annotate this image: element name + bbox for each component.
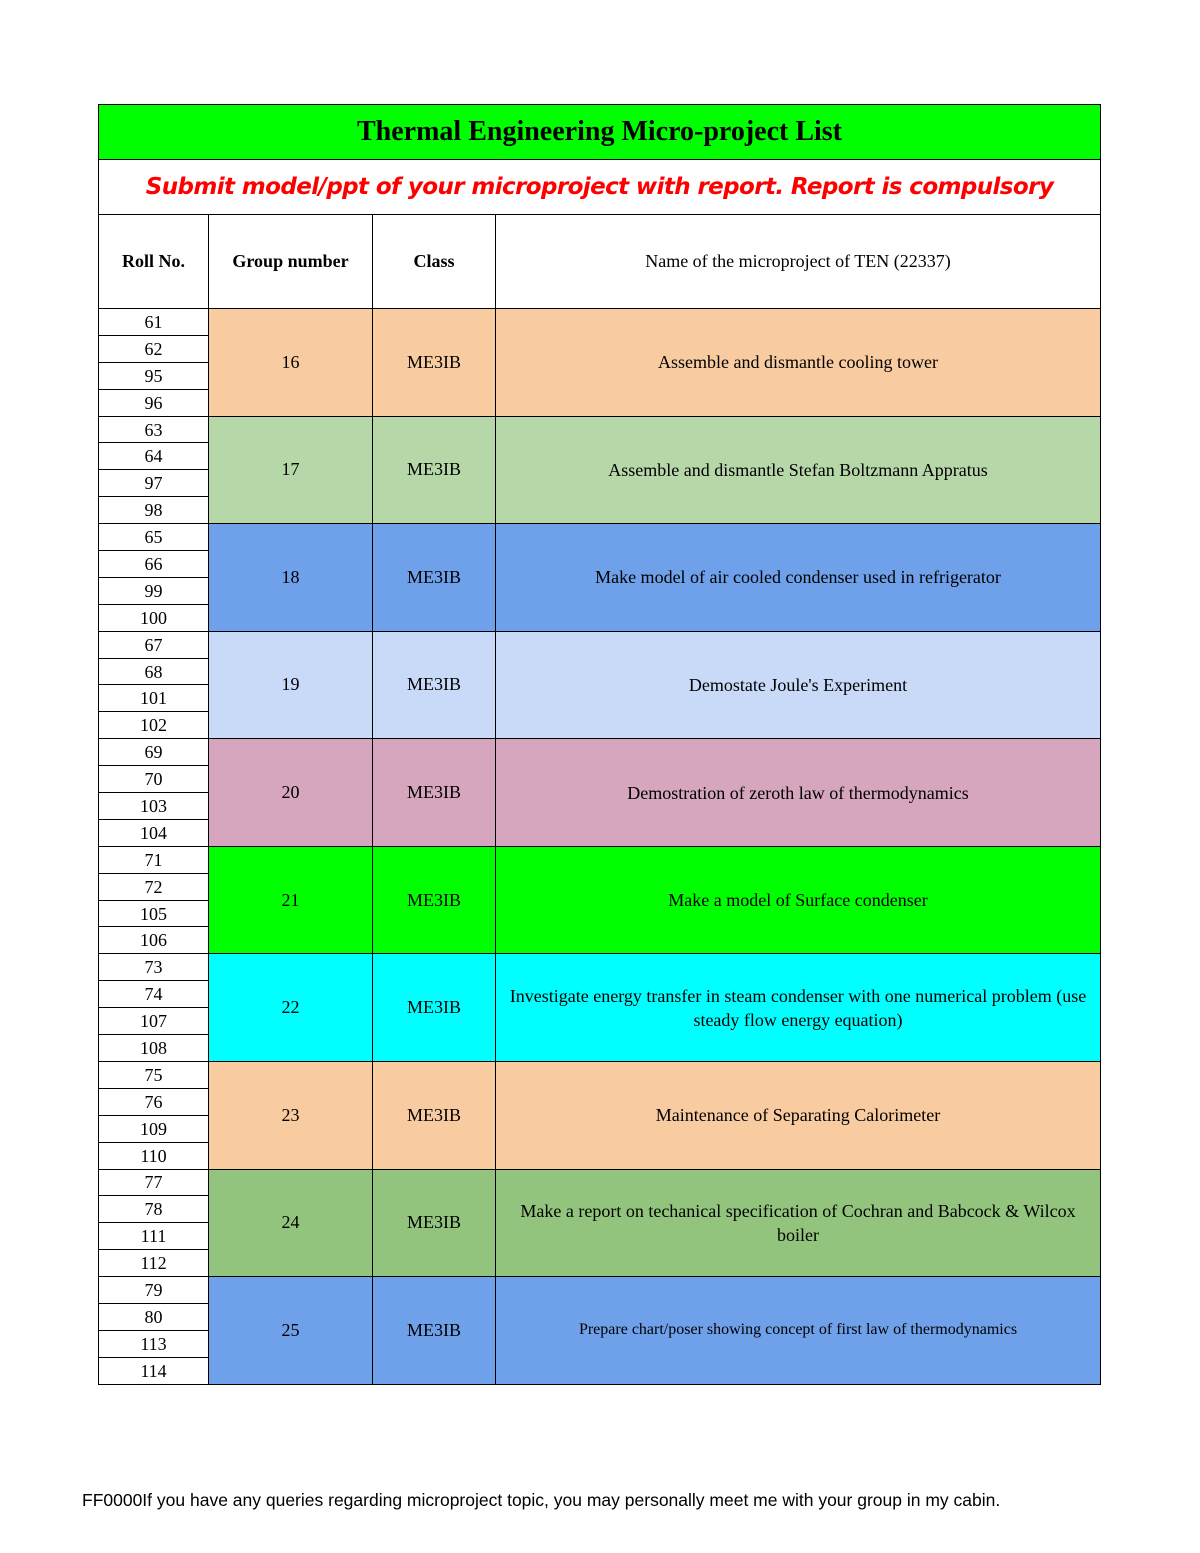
roll-number-cell: 79 [99,1277,209,1304]
class-cell: ME3IB [373,309,496,417]
project-name-cell: Assemble and dismantle Stefan Boltzmann Appratus [496,416,1101,524]
header-group-number: Group number [209,215,373,309]
title-row [99,105,1101,160]
class-cell: ME3IB [373,1061,496,1169]
roll-number-cell: 113 [99,1330,209,1357]
page-title: Thermal Engineering Micro-project List [99,105,1101,160]
roll-number-cell: 109 [99,1115,209,1142]
project-name-cell: Demostration of zeroth law of thermodynamics [496,739,1101,847]
class-cell: ME3IB [373,954,496,1062]
project-name-cell: Make model of air cooled condenser used in refrigerator [496,524,1101,632]
class-cell: ME3IB [373,1277,496,1385]
roll-number-cell: 104 [99,819,209,846]
roll-number-cell: 72 [99,873,209,900]
roll-number-cell: 78 [99,1196,209,1223]
class-cell: ME3IB [373,631,496,739]
roll-number-cell: 63 [99,416,209,443]
roll-number-cell: 65 [99,524,209,551]
group-number-cell: 19 [209,631,373,739]
table-row [99,739,1101,766]
group-number-cell: 21 [209,846,373,954]
roll-number-cell: 111 [99,1223,209,1250]
header-roll-no: Roll No. [99,215,209,309]
roll-number-cell: 66 [99,551,209,578]
footer-note: FF0000If you have any queries regarding microproject topic, you may personally meet me with your group in my cabin. [82,1490,1001,1510]
group-number-cell: 16 [209,309,373,417]
project-name-cell: Investigate energy transfer in steam condenser with one numerical problem (use steady flow energy equation) [496,954,1101,1062]
class-cell: ME3IB [373,1169,496,1277]
table-row [99,631,1101,658]
roll-number-cell: 77 [99,1169,209,1196]
table-row [99,1169,1101,1196]
roll-number-cell: 100 [99,604,209,631]
group-number-cell: 23 [209,1061,373,1169]
roll-number-cell: 70 [99,766,209,793]
project-name-cell: Demostate Joule's Experiment [496,631,1101,739]
roll-number-cell: 71 [99,846,209,873]
roll-number-cell: 74 [99,981,209,1008]
subtitle-row [99,160,1101,215]
roll-number-cell: 61 [99,309,209,336]
project-name-cell: Make a report on techanical specification of Cochran and Babcock & Wilcox boiler [496,1169,1101,1277]
roll-number-cell: 107 [99,1008,209,1035]
group-number-cell: 22 [209,954,373,1062]
table-row [99,1277,1101,1304]
group-number-cell: 18 [209,524,373,632]
roll-number-cell: 68 [99,658,209,685]
roll-number-cell: 62 [99,335,209,362]
roll-number-cell: 98 [99,497,209,524]
roll-number-cell: 67 [99,631,209,658]
group-number-cell: 24 [209,1169,373,1277]
roll-number-cell: 108 [99,1035,209,1062]
header-class: Class [373,215,496,309]
roll-number-cell: 103 [99,793,209,820]
roll-number-cell: 99 [99,577,209,604]
class-cell: ME3IB [373,846,496,954]
roll-number-cell: 75 [99,1061,209,1088]
roll-number-cell: 95 [99,362,209,389]
header-project-name: Name of the microproject of TEN (22337) [496,215,1101,309]
roll-number-cell: 101 [99,685,209,712]
roll-number-cell: 114 [99,1357,209,1384]
table-row [99,309,1101,336]
roll-number-cell: 80 [99,1303,209,1330]
class-cell: ME3IB [373,524,496,632]
group-number-cell: 25 [209,1277,373,1385]
roll-number-cell: 106 [99,927,209,954]
instruction-banner: Submit model/ppt of your microproject with report. Report is compulsory [99,160,1101,215]
header-row [99,215,1101,309]
roll-number-cell: 64 [99,443,209,470]
group-number-cell: 17 [209,416,373,524]
table-row [99,416,1101,443]
roll-number-cell: 112 [99,1250,209,1277]
microproject-table [98,104,1101,1385]
project-name-cell: Prepare chart/poser showing concept of first law of thermodynamics [496,1277,1101,1385]
roll-number-cell: 105 [99,900,209,927]
project-name-cell: Make a model of Surface condenser [496,846,1101,954]
class-cell: ME3IB [373,739,496,847]
roll-number-cell: 76 [99,1088,209,1115]
table-row [99,954,1101,981]
roll-number-cell: 69 [99,739,209,766]
roll-number-cell: 73 [99,954,209,981]
group-number-cell: 20 [209,739,373,847]
project-name-cell: Maintenance of Separating Calorimeter [496,1061,1101,1169]
roll-number-cell: 110 [99,1142,209,1169]
table-row [99,846,1101,873]
roll-number-cell: 96 [99,389,209,416]
table-row [99,524,1101,551]
roll-number-cell: 97 [99,470,209,497]
class-cell: ME3IB [373,416,496,524]
roll-number-cell: 102 [99,712,209,739]
table-row [99,1061,1101,1088]
project-name-cell: Assemble and dismantle cooling tower [496,309,1101,417]
